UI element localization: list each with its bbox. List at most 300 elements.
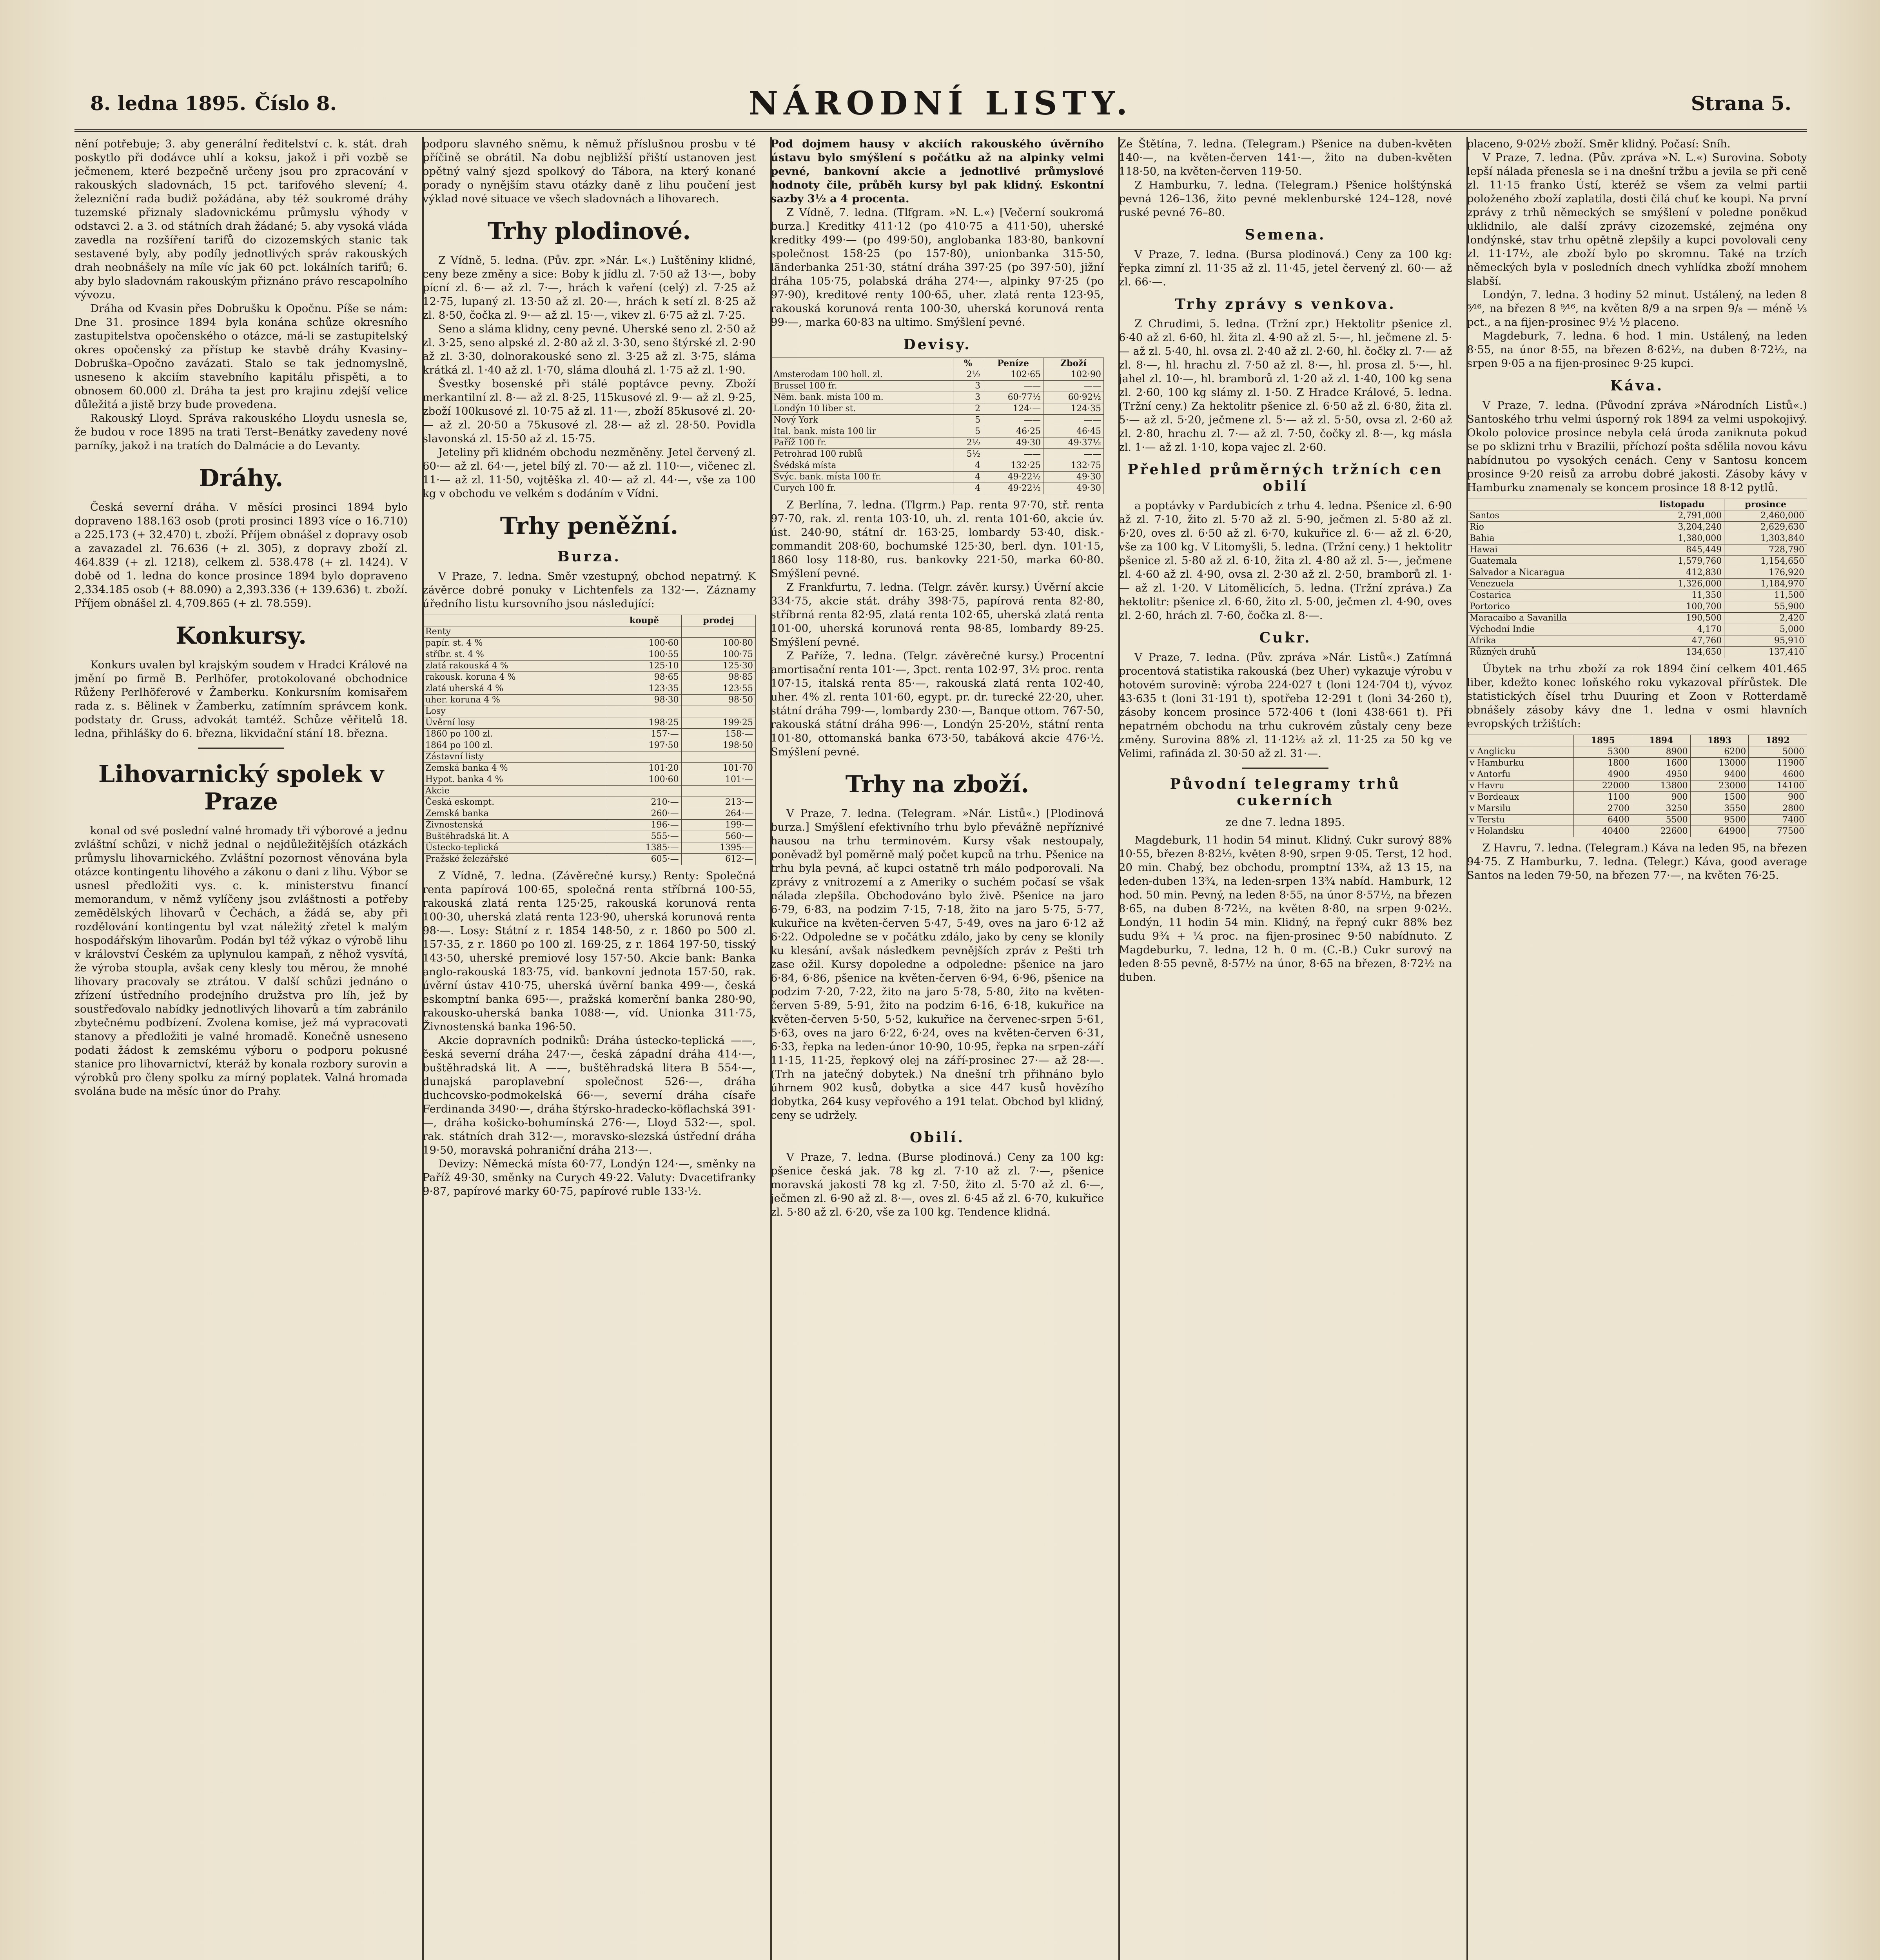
table-cell: 199·25 [681,717,755,729]
table-row [423,626,756,638]
table-cell [681,706,755,717]
table-row [423,672,756,683]
table-row [771,483,1104,494]
section-subheading: Původní telegramy trhů cukerních [1170,776,1401,809]
table-cell: 100·55 [607,649,681,661]
table-cell: Zemská banka [423,808,607,820]
table-header-cell: 1892 [1749,735,1807,746]
table-cell: Curych 100 fr. [771,483,953,494]
table-cell: 7400 [1749,815,1807,826]
table-cell: 98·65 [607,672,681,683]
table-cell: 4600 [1749,769,1807,780]
table-cell: Něm. bank. místa 100 m. [771,392,953,403]
table-cell: 125·30 [681,661,755,672]
article-text: Z Berlína, 7. ledna. (Tlgrm.) Pap. renta 97·70, stř. renta 97·70, rak. zl. renta 103·10, uh. zl. renta 101·60, akcie úv. úst. 240·90, státní dr. 163·25, lombardy 53·40, disk.-commandit 208·60, bochumské 125·30, berl. dyn. 101·15, 1860 losy 118·80, rus. bankovky 221·50, marka 60·80. Smýšlení pevné. [771,499,1104,580]
table-cell: 98·50 [681,695,755,706]
table-cell: 158·— [681,729,755,740]
table-row [423,774,756,786]
table-cell: 2,420 [1724,613,1807,624]
table-row [1467,510,1807,522]
table-header-cell [423,615,607,626]
article-text: podporu slavného sněmu, k němuž příslušnou prosbu v té příčině se obrátil. Na dobu nejbližší přiští ustanoven jest opětný valný sjezd spolkový do Tábora, na který konané porady o nynějším stavu otázky daně z lihu poučení jest výklad nové situace ve všech sladovnách a lihovarech. [423,138,756,205]
table-cell: Guatemala [1467,556,1640,567]
table-cell: 13800 [1632,780,1690,792]
page-columns [74,137,1807,1960]
table-cell: 8900 [1632,746,1690,758]
table-cell: 605·— [607,854,681,865]
table-cell: 9400 [1690,769,1749,780]
table-row [1467,579,1807,590]
table-cell: 123·55 [681,683,755,695]
table-cell: 11,500 [1724,590,1807,601]
article-text: V Praze, 7. ledna. Směr vzestupný, obchod nepatrný. K závěrce dobré ponuky v Lichtenfels za 132·—. Záznamy úředního listu kursovního jsou následující: [423,570,756,610]
table-cell: 49·30 [983,437,1043,449]
table-cell: Rio [1467,522,1640,533]
table-row [1467,758,1807,769]
devisy-table [771,358,1104,494]
table-header-cell: Peníze [983,358,1043,369]
table-cell: 845,449 [1640,544,1724,556]
table-cell: 101·70 [681,763,755,774]
table-cell: Venezuela [1467,579,1640,590]
table-cell: Ital. bank. místa 100 lir [771,426,953,437]
table-cell: 46·25 [983,426,1043,437]
table-cell: v Antorfu [1467,769,1574,780]
table-cell: Živnostenská [423,820,607,831]
article-text: konal od své poslední valné hromady tři výborové a jednu zvláštní schůzi, v nichž jednal o nejdůležitějších otázkách průmyslu lihovarnického. Zvláštní pozornost věnována byla otázce kontingentu lihového a zákonu o dani z lihu. Výbor se usnesl předložiti vys. c. k. ministerstvu financí memorandum, v němž vylíčeny jsou zvláštnosti a potřeby zemědělských lihovarů v Čechách, a žádá se, aby při rozdělování kontingentu byl vzat náležitý zřetel k malým hospodářským lihovarům. Podán byl též výkaz o výrobě lihu v království Českém za uplynulou kampaň, z něhož vysvítá, že výroba stoupla, avšak ceny klesly tou měrou, že mnohé lihovary pracovaly se ztrátou. V další schůzi jednáno o zřízení ústředního prodejního družstva pro líh, jež by soustřeďovalo nabídky jednotlivých lihovarů a tím zabránilo zbytečnému podbízení. Zvolena komise, jež má vypracovati stanovy a předložiti je valné hromadě. Konečně usneseno podati žádost k zemskému výboru o podporu pokusné stanice pro lihovarnictví, kteráž by konala rozbory surovin a výrobků pro členy spolku za mírný poplatek. Valná hromada svolána bude na měsíc únor do Prahy. [74,824,408,1098]
article-text: V Praze, 7. ledna. (Pův. zpráva »Nár. Listů«.) Zatímná procentová statistika rakouská (bez Uher) vykazuje výrobu v hotovém surovině: výroba 224·027 t (loni 124·704 t), vývoz 43·635 t (loni 31·191 t), spotřeba 12·291 t (loni 34·260 t), zásoby koncem prosince 572·406 t (loni 438·661 t). Při nepatrném obchodu na trhu cukrovém zůstaly ceny beze změny. Surovina 88% zl. 11·12¹⁄₂ až zl. 11·25 za 50 kg ve Velimi, rafináda zl. 30·50 až zl. 31·—. [1119,651,1452,760]
table-cell: v Holandsku [1467,826,1574,837]
table-cell: 49·30 [1043,472,1104,483]
section-heading: Trhy peněžní. [500,512,679,540]
newspaper-title: NÁRODNÍ LISTY. [749,85,1133,122]
article-text: Londýn, 7. ledna. 3 hodiny 52 minut. Ustálený, na leden 8 ⁶⁄¹⁶, na březen 8 ⁹⁄¹⁶, na květen 8/9 a na srpen 9/₈ — méně ¹⁄₃ pct., a na fijen-prosinec 9¹⁄₂ ¹⁄₂ placeno. [1467,289,1807,328]
table-cell: 196·— [607,820,681,831]
table-row [423,638,756,649]
table-cell: v Anglicku [1467,746,1574,758]
table-row [423,729,756,740]
table-cell: 176,920 [1724,567,1807,579]
table-row [423,831,756,842]
section-heading: Lihovarnický spolek v Praze [98,760,384,815]
issue-date: 8. ledna 1895. [90,92,247,115]
table-cell: Úvěrní losy [423,717,607,729]
table-row [771,415,1104,426]
table-cell: 22000 [1574,780,1632,792]
table-cell: 100·60 [607,638,681,649]
table-cell: zlatá rakouská 4 % [423,661,607,672]
table-cell: —— [1043,449,1104,460]
table-cell: Costarica [1467,590,1640,601]
table-cell: Česká eskompt. [423,797,607,808]
column-3 [771,137,1104,1960]
table-header-cell: prosince [1724,499,1807,510]
table-cell: 3,204,240 [1640,522,1724,533]
table-cell [607,706,681,717]
table-cell: 1,326,000 [1640,579,1724,590]
table-cell: 98·85 [681,672,755,683]
table-row [423,751,756,763]
table-cell: 132·75 [1043,460,1104,472]
table-row [1467,601,1807,613]
table-cell: 124·35 [1043,403,1104,415]
table-cell: 77500 [1749,826,1807,837]
table-cell: 6400 [1574,815,1632,826]
table-cell: Zemská banka 4 % [423,763,607,774]
table-cell: 14100 [1749,780,1807,792]
table-cell: Brussel 100 fr. [771,381,953,392]
table-row [1467,815,1807,826]
table-cell: 3 [953,392,983,403]
section-subheading: Obilí. [909,1129,965,1146]
article-text: Švestky bosenské při stálé poptávce pevny. Zboží merkantilní zl. 8·— až zl. 8·25, 115kusové zl. 9·— až zl. 9·25, zboží 100kusové zl. 10·75 až zl. 11·—, zboží 85kusové zl. 20·— až zl. 20·50 a 75kusové zl. 28·— až zl. 28·50. Povidla slavonská zl. 15·50 až zl. 15·75. [423,377,756,445]
table-cell: 5¹⁄₂ [953,449,983,460]
table-cell [681,751,755,763]
section-subheading: Burza. [557,548,621,565]
table-cell: 124·— [983,403,1043,415]
section-heading: Trhy plodinové. [487,218,691,245]
article-text: Konkurs uvalen byl krajským soudem v Hradci Králové na jmění po firmě B. Perlhöfer, protokolované obchodnice Růženy Perlhöferové v Žamberku. Konkursním komisařem rada z. s. Bělinek v Žamberku, zatímním správcem konk. podstaty dr. Gruss, advokát tamtéž. Schůze věřitelů 18. ledna, přihlášky do 6. března, likvidační stání 18. března. [74,659,408,740]
column-4 [1119,137,1452,1960]
table-cell: uher. koruna 4 % [423,695,607,706]
table-cell: 3250 [1632,803,1690,815]
table-cell: 40400 [1574,826,1632,837]
table-cell [607,626,681,638]
table-header-cell: % [953,358,983,369]
divider [1242,768,1328,769]
column-5 [1467,137,1807,1960]
table-cell: 5000 [1749,746,1807,758]
table-cell: 101·20 [607,763,681,774]
table-cell: 11900 [1749,758,1807,769]
table-cell: 1,380,000 [1640,533,1724,544]
table-cell: 4900 [1574,769,1632,780]
table-cell: 102·90 [1043,369,1104,381]
table-cell: 9500 [1690,815,1749,826]
table-cell: 137,410 [1724,647,1807,658]
table-cell: v Marsilu [1467,803,1574,815]
table-cell: 98·30 [607,695,681,706]
table-cell: 123·35 [607,683,681,695]
table-cell: Pražské železářské [423,854,607,865]
table-row [1467,780,1807,792]
table-cell: Zástavní listy [423,751,607,763]
table-cell: 198·50 [681,740,755,751]
table-cell: 100·60 [607,774,681,786]
table-cell: 64900 [1690,826,1749,837]
table-cell: 100·75 [681,649,755,661]
table-cell: 4,170 [1640,624,1724,635]
table-cell: 1385·— [607,842,681,854]
column-1 [74,137,408,1960]
table-cell: 60·92¹⁄₂ [1043,392,1104,403]
table-cell: 4 [953,472,983,483]
table-cell: 199·— [681,820,755,831]
table-cell: Losy [423,706,607,717]
table-cell [607,751,681,763]
table-row [771,369,1104,381]
table-cell: Petrohrad 100 rublů [771,449,953,460]
table-row [423,649,756,661]
article-text: Úbytek na trhu zboží za rok 1894 činí celkem 401.465 liber, kdežto konec loňského roku vykazoval přírůstek. Dle statistických čísel trhu Duuring et Zoon v Rotterdamě obnášely zásoby kávy dne 1. ledna v osmi hlavních evropských tržištích: [1467,662,1807,730]
table-cell: Maracaibo a Savanilla [1467,613,1640,624]
table-cell: 11,350 [1640,590,1724,601]
table-cell: Různých druhů [1467,647,1640,658]
table-header-cell: listopadu [1640,499,1724,510]
article-text: Z Hamburku, 7. ledna. (Telegram.) Pšenice holštýnská pevná 126–136, žito pevné meklenburské 124–128, nové ruské pevné 76–80. [1119,179,1452,219]
article-text: nění potřebuje; 3. aby generální ředitelství c. k. stát. drah poskytlo při dodávce uhlí a koksu, jakož i při vozbě se ječmenem, které bezpečně určeny jsou pro zpracování v rakouských sladovnách, 15 pct. tarifového slevení; 4. železniční rada budiž požádána, aby též soukromé dráhy tuzemské přiznaly sladovnickému průmyslu výhody v odstavci 2. a 3. od státních drah žádané; 5. aby vysoká vláda zavedla na rozšíření tarifů do cizozemských stanic tak sestavené byly, aby podíly jednotlivých správ rakouských drah neobnášely na míle víc jak 60 pct. lokálních tarifů; 6. aby bylo sladovnám rakouským přiznáno právo rescapolního vývozu. [74,138,408,301]
table-row [771,460,1104,472]
table-row [1467,647,1807,658]
table-cell: 2700 [1574,803,1632,815]
table-cell: 95,910 [1724,635,1807,647]
section-subheading: Devisy. [903,336,971,353]
table-cell: 612·— [681,854,755,865]
article-text: Česká severní dráha. V měsíci prosinci 1894 bylo dopraveno 188.163 osob (proti prosinci 1893 více o 16.710) a 225.173 (+ 32.470) t. zboží. Příjem obnášel z dopravy osob a zavazadel zl. 76.636 (+ zl. 305), z dopravy zboží zl. 464.839 (+ zl. 1218), celkem zl. 538.478 (+ zl. 1424). V době od 1. ledna do konce prosince 1894 bylo dopraveno 2,334.185 osob (+ 88.090) a 2,393.336 (+ 139.636) t. zboží. Příjem obnášel zl. 4,709.865 (+ zl. 78.559). [74,501,408,610]
table-cell: 1860 po 100 zl. [423,729,607,740]
table-row [1467,792,1807,803]
section-heading: Dráhy. [199,465,283,492]
table-cell: 1,579,760 [1640,556,1724,567]
page-number: Strana 5. [1691,92,1791,115]
table-cell: 2,460,000 [1724,510,1807,522]
table-cell: stříbr. st. 4 % [423,649,607,661]
table-cell: v Bordeaux [1467,792,1574,803]
article-text: Z Havru, 7. ledna. (Telegram.) Káva na leden 95, na březen 94·75. Z Hamburku, 7. ledna. (Telegr.) Káva, good average Santos na leden 79·50, na březen 77·—, na květen 76·25. [1467,842,1807,882]
section-subheading: Přehled průměrných tržních cen obilí [1127,461,1443,494]
article-text: Magdeburk, 7. ledna. 6 hod. 1 min. Ustálený, na leden 8·55, na únor 8·55, na březen 8·62¹⁄₂, na duben 8·72¹⁄₂, na srpen 9·05 a na fijen-prosinec 9·25 kupci. [1467,330,1807,370]
table-row [771,472,1104,483]
table-cell: 900 [1632,792,1690,803]
table-row [1467,613,1807,624]
table-cell: v Hamburku [1467,758,1574,769]
article-text: V Praze, 7. ledna. (Burse plodinová.) Ceny za 100 kg: pšenice česká jak. 78 kg zl. 7·10 až zl. 7·—, pšenice moravská jakosti 78 kg zl. 7·50, žito zl. 5·70 až zl. 6·—, ječmen zl. 6·90 až zl. 8·—, oves zl. 6·45 až zl. 6·70, kukuřice zl. 5·80 až zl. 6·20, vše za 100 kg. Tendence klidná. [771,1151,1104,1218]
table-cell: 101·— [681,774,755,786]
table-cell: Londýn 10 liber st. [771,403,953,415]
table-row [1467,624,1807,635]
table-row [1467,590,1807,601]
article-text: Dráha od Kvasin přes Dobrušku k Opočnu. Píše se nám: Dne 31. prosince 1894 byla konána schůze okresního zastupitelstva opočenského o otázce, má-li se zastupitelský okres opočenský za přístup ke stavbě dráhy Kvasiny–Dobruška–Opočno zavázati. Stalo se tak jednomyslně, usneseno k akciím stavebního kapitálu přispěti, a to obnosem 60.000 zl. Dráha ta jest pro krajinu zdejší velice důležitá a jistě brzy bude provedena. [74,302,408,411]
table-cell: Hawai [1467,544,1640,556]
table-row [423,706,756,717]
table-cell: Afrika [1467,635,1640,647]
table-cell: 260·— [607,808,681,820]
table-cell: 264·— [681,808,755,820]
table-cell: Renty [423,626,607,638]
table-cell: Salvador a Nicaragua [1467,567,1640,579]
article-text: V Praze, 7. ledna. (Bursa plodinová.) Ceny za 100 kg: řepka zimní zl. 11·35 až zl. 11·45, jetel červený zl. 60·— až zl. 66·—. [1119,248,1452,288]
table-row [423,786,756,797]
table-row [423,808,756,820]
table-cell: 560·— [681,831,755,842]
table-header-cell: 1893 [1690,735,1749,746]
table-row [423,717,756,729]
table-header-cell [1467,499,1640,510]
coffee-stock-table [1467,499,1807,658]
table-cell: 100·80 [681,638,755,649]
table-cell: Buštěhradská lit. A [423,831,607,842]
table-cell: 49·37¹⁄₂ [1043,437,1104,449]
article-lead: Pod dojmem hausy v akciích rakouského úvěrního ústavu bylo smýšlení s počátku až na alpinky velmi pevné, bankovní akcie a jednotlivé průmyslové hodnoty čile, průběh kursy byl pak klidný. Eskontní sazby 3¹⁄₂ a 4 procenta. [771,138,1104,205]
table-cell: Paříž 100 fr. [771,437,953,449]
section-date: ze dne 7. ledna 1895. [1225,816,1345,829]
table-cell: 23000 [1690,780,1749,792]
table-cell: Hypot. banka 4 % [423,774,607,786]
table-cell: 210·— [607,797,681,808]
table-cell: Portorico [1467,601,1640,613]
table-cell: Ústecko-teplická [423,842,607,854]
table-row [423,683,756,695]
table-cell: 5500 [1632,815,1690,826]
table-cell: 1,303,840 [1724,533,1807,544]
table-row [423,842,756,854]
article-text: Z Chrudimi, 5. ledna. (Tržní zpr.) Hektolitr pšenice zl. 6·40 až zl. 6·60, hl. žita zl. 4·90 až zl. 5·—, hl. ječmene zl. 5·— až zl. 5·40, hl. ovsa zl. 2·40 až zl. 2·60, hl. čočky zl. 7·— až zl. 8·—, hl. hrachu zl. 7·50 až zl. 8·—, hl. prosa zl. 5·—, hl. jahel zl. 10·—, hl. bramborů zl. 1·20 až zl. 1·40, 100 kg sena zl. 2·60, 100 kg slámy zl. 1·50. Z Hradce Králové, 5. ledna. (Tržní ceny.) Za hektolitr pšenice zl. 6·50 až zl. 6·80, žita zl. 5·— až zl. 5·20, ječmene zl. 5·— až zl. 5·50, ovsa zl. 2·60 až zl. 2·80, hrachu zl. 7·— až zl. 7·50, čočky zl. 8·—, kg másla zl. 1·— až zl. 1·10, kopa vajec zl. 2·60. [1119,318,1452,454]
article-text: V Praze, 7. ledna. (Telegram. »Nár. Listů«.) [Plodinová burza.] Smýšlení efektivního trhu bylo převážně nepříznivé hausou na trhu terminovém. Kursy však nestoupaly, poněvadž byl poměrně malý počet kupců na trhu. Pšenice na trhu byla pevná, ač kupci ostatně trh málo podporovali. Na zprávy z vnitrozemí a z Ameriky o suchém počasí se však nálada zlepšila. Obchodováno bylo živě. Pšenice na jaro 6·79, 6·83, na podzim 7·15, 7·18, žito na jaro 5·75, 5·77, kukuřice na květen-červen 5·47, 5·49, oves na jaro 6·12 až 6·22. Odpoledne se v počátku zdálo, jako by ceny se klonily ku klesání, avšak následkem pevnějších zpráv z Pešti trh zase ožil. Kursy dopoledne a odpoledne: pšenice na jaro 6·84, 6·86, pšenice na květen-červen 6·94, 6·96, pšenice na podzim 7·20, 7·22, žito na jaro 5·78, 5·80, žito na květen-červen 5·89, 5·91, žito na podzim 6·16, 6·18, kukuřice na květen-červen 5·50, 5·52, kukuřice na červenec-srpen 5·61, 5·63, oves na jaro 6·22, 6·24, oves na květen-červen 6·31, 6·33, řepka na leden-únor 10·90, 10·95, řepka na srpen-září 11·15, 11·25, řepkový olej na září-prosinec 27·— až 28·—. (Trh na jatečný dobytek.) Na dnešní trh přihnáno bylo úhrnem 902 kusů, dobytka a sice 447 kusů hovězího dobytka, 264 kusy vepřového a 191 telat. Obchod byl klidný, ceny se udržely. [771,807,1104,1122]
table-row [423,740,756,751]
table-cell: rakousk. koruna 4 % [423,672,607,683]
table-header-cell: prodej [681,615,755,626]
table-row [1467,544,1807,556]
table-cell: 1,154,650 [1724,556,1807,567]
table-cell: 1,184,970 [1724,579,1807,590]
table-row [771,449,1104,460]
table-row [771,392,1104,403]
table-row [771,437,1104,449]
table-row [423,820,756,831]
table-cell: 1600 [1632,758,1690,769]
table-cell: papír. st. 4 % [423,638,607,649]
table-row [1467,567,1807,579]
table-cell: —— [1043,381,1104,392]
table-cell: 2¹⁄₂ [953,369,983,381]
column-2 [423,137,756,1960]
table-row [1467,522,1807,533]
table-header-cell: koupě [607,615,681,626]
table-cell: 4 [953,483,983,494]
article-text: Akcie dopravních podniků: Dráha ústecko-teplická ——, česká severní dráha 247·—, česká západní dráha 414·—, buštěhradská lit. A ——, buštěhradská litera B 554·—, dunajská paroplavební společnost 526·—, dráha duchcovsko-podmokelská 66·—, severní dráha císaře Ferdinanda 3490·—, dráha štýrsko-hradecko-köflachská 391·—, dráha košicko-bohumínská 276·—, Lloyd 532·—, spol. rak. státních drah 312·—, moravsko-slezská ústřední dráha 19·50, moravská pohraniční dráha 213·—. [423,1034,756,1156]
table-cell: 132·25 [983,460,1043,472]
table-row [423,695,756,706]
section-subheading: Semena. [1245,227,1326,243]
table-cell: 3 [953,381,983,392]
table-cell: 1800 [1574,758,1632,769]
table-cell: 157·— [607,729,681,740]
table-cell: 100,700 [1640,601,1724,613]
table-row [1467,826,1807,837]
table-cell: 3550 [1690,803,1749,815]
article-text: Rakouský Lloyd. Správa rakouského Lloydu usnesla se, že budou v roce 1895 na trati Terst–Benátky zavedeny nové parníky, jakož i na tratích do Dalmácie a do Levanty. [74,412,408,452]
table-cell: 4950 [1632,769,1690,780]
table-row [1467,769,1807,780]
table-cell: 5 [953,415,983,426]
article-text: placeno, 9·02¹⁄₂ zboží. Směr klidný. Počasí: Sníh. [1467,138,1731,150]
table-cell: Bahia [1467,533,1640,544]
issue-number: Číslo 8. [255,92,337,115]
table-cell: 190,500 [1640,613,1724,624]
table-cell [681,786,755,797]
table-row [1467,803,1807,815]
article-text: Z Vídně, 5. ledna. (Pův. zpr. »Nár. L«.) Luštěniny klidné, ceny beze změny a sice: Boby k jídlu zl. 7·50 až 13·—, boby pícní zl. 6·— až zl. 7·—, hrách k vaření (celý) zl. 7·25 až 12·75, lupaný zl. 13·50 až zl. 20·—, hrách k setí zl. 8·25 až zl. 8·50, čočka zl. 9·— až zl. 15·—, vikev zl. 6·75 až zl. 7·25. [423,254,756,321]
article-text: Z Paříže, 7. ledna. (Telgr. závěrečné kursy.) Procentní amortisační renta 101·—, 3pct. renta 102·97, 3¹⁄₂ proc. renta 107·15, italská renta 85·—, rakouská zlatá renta 102·40, uher. 4% zl. renta 101·60, egypt. pr. dr. turecké 22·20, uher. státní dráha 799·—, lombardy 230·—, Banque ottom. 767·50, rakouská státní dráha 996·—, Londýn 25·20¹⁄₂, státní renta 101·80, ottomanská banka 673·50, tabáková akcie 476·¹⁄₂. Smýšlení pevné. [771,650,1104,758]
table-cell: 49·30 [1043,483,1104,494]
table-cell: 197·50 [607,740,681,751]
table-cell: 213·— [681,797,755,808]
table-cell: 412,830 [1640,567,1724,579]
table-cell: 900 [1749,792,1807,803]
table-cell: 60·77¹⁄₂ [983,392,1043,403]
table-cell: 22600 [1632,826,1690,837]
article-text: V Praze, 7. ledna. (Původní zpráva »Národních Listů«.) Santoského trhu velmi úsporný rok 1894 za velmi uspokojivý. Okolo polovice prosince nebyla celá úroda zaniknuta pokud se po sklizni trhu v Brazilii, příchozí pošta sdělila novou kávu nabídnutou po vysokých cenách. Ceny v Santosu koncem prosince 9·20 reisů za arrobu dobré jakosti. Zásoby kávy v Hamburku znamenaly se koncem prosince 18 8·12 pytlů. [1467,399,1807,494]
table-cell: 5300 [1574,746,1632,758]
table-cell: 55,900 [1724,601,1807,613]
article-text: Seno a sláma klidny, ceny pevné. Uherské seno zl. 2·50 až zl. 3·25, seno alpské zl. 2·80 až zl. 3·30, seno štýrské zl. 2·90 až zl. 3·30, dolnorakouské seno zl. 3·25 až zl. 3·75, sláma krátká zl. 1·40 až zl. 1·70, sláma dlouhá zl. 1·75 až zl. 1·90. [423,323,756,376]
table-cell: 46·45 [1043,426,1104,437]
table-cell: 1864 po 100 zl. [423,740,607,751]
section-heading: Konkursy. [176,622,307,650]
table-header-cell [771,358,953,369]
table-header-cell: Zboží [1043,358,1104,369]
table-cell: 198·25 [607,717,681,729]
section-subheading: Trhy zprávy s venkova. [1175,296,1396,312]
table-cell: Švýc. bank. místa 100 fr. [771,472,953,483]
table-row [1467,556,1807,567]
table-header-cell [1467,735,1574,746]
table-row [423,797,756,808]
table-cell: 728,790 [1724,544,1807,556]
table-cell: Východní Indie [1467,624,1640,635]
divider [198,748,284,749]
table-cell: 4 [953,460,983,472]
table-cell: —— [1043,415,1104,426]
table-cell: v Terstu [1467,815,1574,826]
table-cell: 6200 [1690,746,1749,758]
article-text: Z Vídně, 7. ledna. (Závěrečné kursy.) Renty: Společná renta papírová 100·65, společná renta stříbrná 100·55, rakouská zlatá renta 125·25, rakouská korunová renta 100·30, uherská zlatá renta 123·90, uherská korunová renta 98·—. Losy: Státní z r. 1854 148·50, z r. 1860 po 500 zl. 157·35, z r. 1860 po 100 zl. 169·25, z r. 1864 197·50, tisský 143·50, uherské premiové losy 157·50. Akcie bank: Banka anglo-rakouská 183·75, víd. bankovní jednota 157·50, rak. úvěrní ústav 410·75, uherská úvěrní banka 499·—, česká eskomptní banka 695·—, pražská komerční banka 280·90, rakousko-uherská banka 1088·—, víd. Unionka 311·75, Živnostenská banka 196·50. [423,869,756,1033]
table-row [423,763,756,774]
table-cell: 13000 [1690,758,1749,769]
table-cell: 1100 [1574,792,1632,803]
table-cell: Amsterodam 100 holl. zl. [771,369,953,381]
article-text: Z Frankfurtu, 7. ledna. (Telgr. závěr. kursy.) Úvěrní akcie 334·75, akcie stát. dráhy 398·75, papírová renta 82·80, stříbrná renta 82·95, zlatá renta 102·65, uherská zlatá renta 101·00, uherská korunová renta 98·85, lombardy 89·25. Smýšlení pevné. [771,581,1104,648]
table-cell: 2800 [1749,803,1807,815]
table-cell: 125·10 [607,661,681,672]
table-cell: 2,629,630 [1724,522,1807,533]
european-stocks-table [1467,735,1807,837]
table-cell: 5,000 [1724,624,1807,635]
table-cell: 47,760 [1640,635,1724,647]
section-subheading: Cukr. [1259,630,1312,646]
table-cell [607,786,681,797]
table-cell: 555·— [607,831,681,842]
table-cell: v Havru [1467,780,1574,792]
masthead [74,82,1807,132]
table-row [1467,746,1807,758]
table-cell: 102·65 [983,369,1043,381]
table-cell: zlatá uherská 4 % [423,683,607,695]
table-cell: 2 [953,403,983,415]
table-row [423,854,756,865]
table-header-cell: 1894 [1632,735,1690,746]
table-header-cell: 1895 [1574,735,1632,746]
article-text: Devizy: Německá místa 60·77, Londýn 124·—, směnky na Paříž 49·30, směnky na Curych 49·22. Valuty: Dvacetifranky 9·87, papírové marky 60·75, papírové ruble 133·¹⁄₂. [423,1158,756,1198]
article-text: Z Vídně, 7. ledna. (Tlfgram. »N. L.«) [Večerní soukromá burza.] Kreditky 411·12 (po 410·75 a 411·50), uherské kreditky 499·— (po 499·50), anglobanka 183·80, bankovní společnost 158·25 (po 157·80), unionbanka 315·50, länderbanka 251·30, státní dráha 397·25 (po 397·50), jižní dráha 105·75, polabská dráha 274·—, alpinky 97·25 (po 97·90), kreditové renty 100·65, uher. zlatá renta 123·95, rakouská korunová renta 100·30, uherská korunová renta 99·—, marka 60·83 na ultimo. Smýšlení pevné. [771,206,1104,328]
table-cell [681,626,755,638]
table-cell: 49·22¹⁄₂ [983,472,1043,483]
article-text: Jeteliny při klidném obchodu nezměněny. Jetel červený zl. 60·— až zl. 64·—, jetel bílý zl. 70·— až zl. 110·—, vičenec zl. 11·— až zl. 11·50, vojtěška zl. 40·— až zl. 44·—, vše za 100 kg v obchodu ve velkém s dodáním v Vídni. [423,446,756,500]
table-cell: 134,650 [1640,647,1724,658]
table-cell: 1395·— [681,842,755,854]
section-subheading: Káva. [1610,377,1664,394]
article-text: V Praze, 7. ledna. (Pův. zpráva »N. L.«) Surovina. Soboty lepší nálada přenesla se i na dnešní tržbu a jevila se při ceně zl. 11·15 franko Ústí, kteréž se všem za velmi partii položeného zboží zaplatila, dosti čilá chuť ke koupi. Na první zprávy z trhů německých se smýšlení v poledne poněkud uklidnilo, ale další zprávy cizozemské, zejména ony londýnské, stav trhu opětně zlepšily a kupci povolovali ceny zl. 11·17¹⁄₂, ale zboží bylo po skromnu. Také na trzích německých byla v posledních dnech vyhlídka zboží mnohem slabší. [1467,151,1807,287]
